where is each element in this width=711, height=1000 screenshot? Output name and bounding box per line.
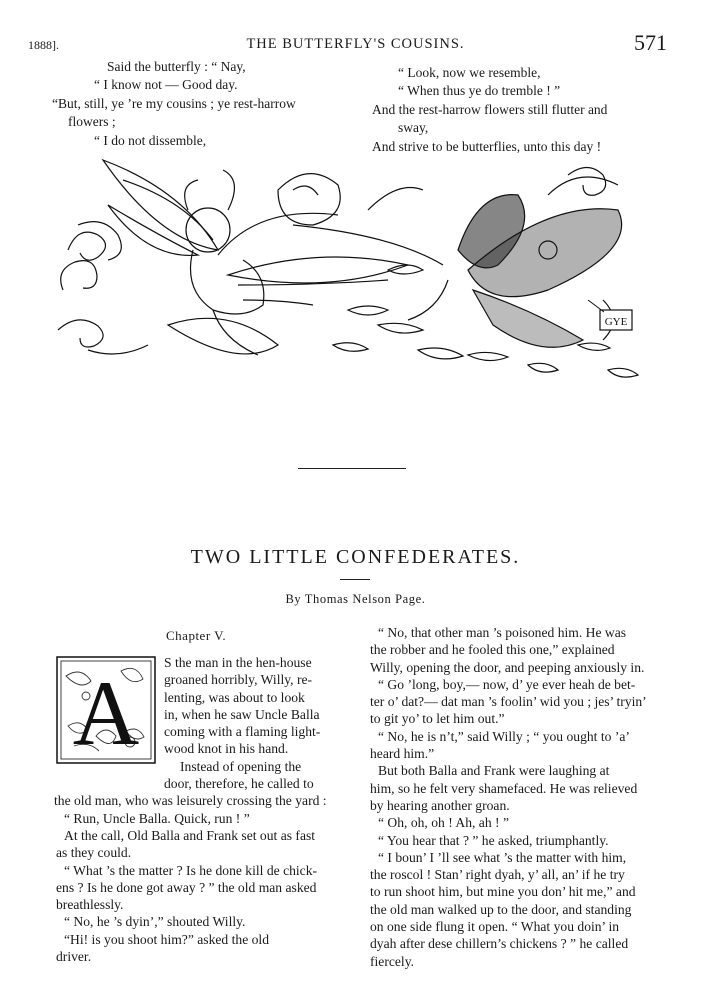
text-line: the old man walked up to the door, and standing [370, 901, 632, 917]
text-line: “ Oh, oh, oh ! Ah, ah ! ” [378, 815, 509, 831]
monogram: GYE [604, 316, 628, 328]
body-column-right [370, 624, 670, 970]
text-line: heard him.” [370, 746, 435, 762]
poem-line: flowers ; [68, 114, 116, 130]
poem-line: “ Look, now we resemble, [398, 65, 541, 80]
text-line: “ What ’s the matter ? Is he done kill de chick- [64, 862, 318, 878]
byline: By Thomas Nelson Page. [285, 592, 426, 606]
text-line: breathlessly. [56, 897, 124, 913]
poem-line: And strive to be butterflies, unto this day ! [372, 138, 602, 154]
poem-line: Said the butterfly : “ Nay, [107, 59, 246, 74]
text-line: to run shoot him, but mine you don’ hit me,” and [370, 884, 636, 900]
text-line: to git yo’ to let him out.” [370, 711, 505, 727]
text-line: the roscol ! Stan’ right dyah, y’ all, an’ if he try [370, 867, 625, 883]
poem-line: sway, [398, 120, 429, 136]
section-divider [298, 468, 406, 469]
text-line: fiercely. [370, 953, 415, 969]
poem-line: And the rest-harrow flowers still flutter and [372, 101, 608, 117]
chapter-heading: Chapter V. [166, 628, 227, 643]
text-line: But both Balla and Frank were laughing at [378, 763, 610, 779]
poem-line: “ When thus ye do tremble ! ” [398, 83, 561, 99]
text-line: door, therefore, he called to [164, 776, 314, 792]
text-line: by hearing another groan. [370, 797, 510, 813]
text-line: “ You hear that ? ” he asked, triumphantly. [378, 832, 609, 848]
text-line: “ No, he is n’t,” said Willy ; “ you ought to ’a’ [378, 728, 630, 744]
text-line: the robber and he fooled this one,” explained [370, 642, 615, 658]
text-line: dyah after dese chillern’s chickens ? ” he called [370, 936, 629, 952]
header-year: 1888]. [28, 38, 59, 52]
text-line: S the man in the hen-house [164, 655, 312, 670]
text-line: Willy, opening the door, and peeping anxiously in. [370, 659, 645, 675]
text-line: in, when he saw Uncle Balla [164, 706, 320, 722]
text-line: ens ? Is he done got away ? ” the old man asked [56, 879, 317, 895]
text-line: lenting, was about to look [164, 689, 305, 705]
text-line: Instead of opening the [180, 758, 302, 774]
text-line: wood knot in his hand. [164, 741, 289, 757]
text-line: driver. [56, 949, 92, 965]
poem-left-column [52, 58, 352, 150]
cherub-butterfly-illustration [48, 150, 668, 395]
text-line: coming with a flaming light- [164, 724, 321, 740]
text-line: groaned horribly, Willy, re- [164, 672, 313, 688]
text-line: on one side flung it open. “ What you doin’ in [370, 919, 620, 935]
poem-line: “But, still, ye ’re my cousins ; ye rest-harrow [52, 95, 296, 111]
text-line: “ Go ’long, boy,— now, d’ ye ever heah de bet- [378, 676, 636, 692]
drop-cap-letter: A [72, 662, 140, 764]
text-line: “ Run, Uncle Balla. Quick, run ! ” [64, 810, 250, 826]
text-line: “ No, he ’s dyin’,” shouted Willy. [64, 914, 246, 930]
text-line: the old man, who was leisurely crossing the yard : [54, 793, 327, 809]
article-title: TWO LITTLE CONFEDERATES. [190, 546, 521, 568]
text-line: “ No, that other man ’s poisoned him. He was [378, 625, 627, 640]
page-number: 571 [634, 30, 667, 55]
poem-line: “ I know not — Good day. [94, 77, 238, 93]
poem-right-column [372, 64, 672, 156]
text-line: “ I boun’ I ’ll see what ’s the matter with him, [378, 849, 627, 865]
text-line: “Hi! is you shoot him?” asked the old [64, 931, 270, 947]
text-line: him, so he felt very shamefaced. He was relieved [370, 780, 638, 796]
text-line: ter o’ dat?— dat man ’s foolin’ wid you ; jes’ tryin’ [370, 694, 647, 710]
title-underline [340, 579, 370, 580]
text-line: At the call, Old Balla and Frank set out as fast [64, 827, 316, 843]
poem-line: “ I do not dissemble, [94, 132, 207, 148]
body-column-left [56, 654, 352, 965]
text-line: as they could. [56, 845, 132, 861]
running-title: THE BUTTERFLY'S COUSINS. [246, 36, 465, 52]
